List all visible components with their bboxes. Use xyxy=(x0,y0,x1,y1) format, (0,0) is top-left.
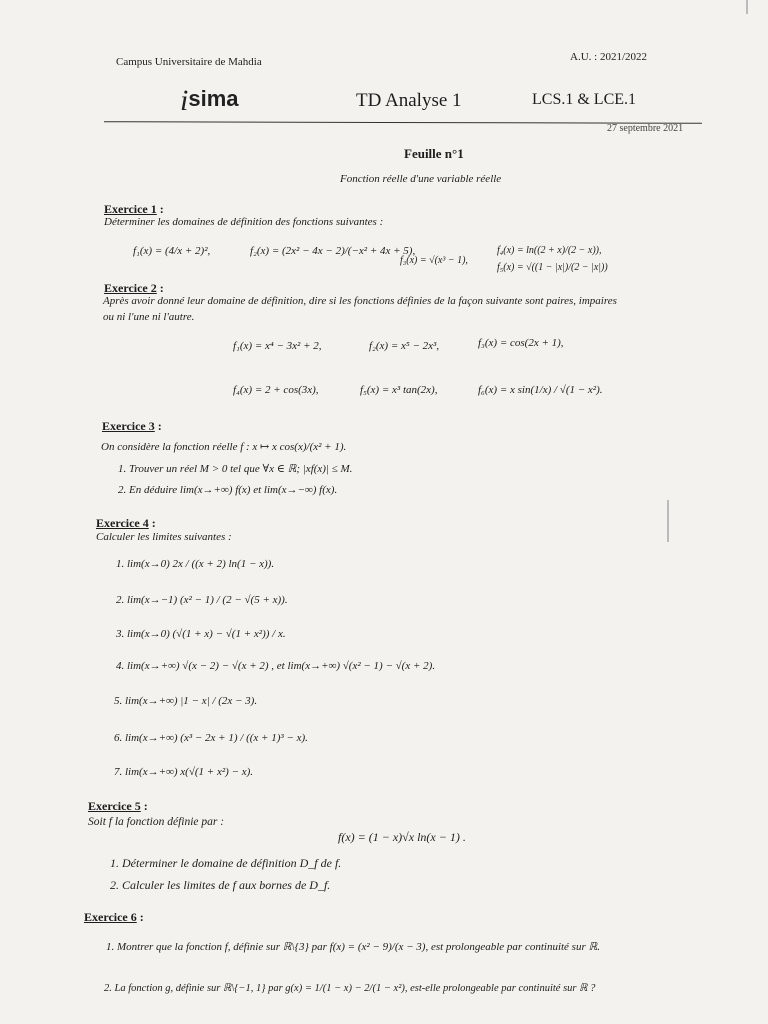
exercise-4-item-1: 1. lim(x→0) 2x / ((x + 2) ln(1 − x)). xyxy=(116,558,275,570)
academic-year: A.U. : 2021/2022 xyxy=(570,51,647,63)
exercise-5-item-1: 1. Déterminer le domaine de définition D_f de f. xyxy=(110,856,342,870)
exercise-3-statement: On considère la fonction réelle f : x ↦ x cos(x)/(x² + 1). xyxy=(101,441,347,453)
exercise-4-item-4: 4. lim(x→+∞) √(x − 2) − √(x + 2) , et lim(x→+∞) √(x² − 1) − √(x + 2). xyxy=(116,660,436,672)
exercise-2-f2: f₂(x) = x⁵ − 2x³, xyxy=(369,340,440,352)
exercise-1-f1: f₁(x) = (4/x + 2)², xyxy=(133,245,211,257)
exercise-2-f6: f₆(x) = x sin(1/x) / √(1 − x²). xyxy=(478,384,603,396)
sheet-date: 27 septembre 2021 xyxy=(607,123,684,134)
sima-logo xyxy=(180,80,239,117)
exercise-1-f3: f₃(x) = √(x³ − 1), xyxy=(400,255,468,266)
institution-name: Campus Universitaire de Mahdia xyxy=(116,56,262,68)
exercise-2-f1: f₁(x) = x⁴ − 3x² + 2, xyxy=(233,340,322,352)
exercise-5-formula: f(x) = (1 − x)√x ln(x − 1) . xyxy=(338,830,466,844)
exercise-2-f4: f₄(x) = 2 + cos(3x), xyxy=(233,384,319,396)
exercise-5-title: Exercice 5 : xyxy=(88,799,148,813)
exercise-1-f4: f₄(x) = ln((2 + x)/(2 − x)), xyxy=(497,245,602,256)
logo-text: sima xyxy=(188,86,239,111)
page-corner-mark xyxy=(746,0,748,14)
exercise-2-f5: f₅(x) = x³ tan(2x), xyxy=(360,384,438,396)
exercise-4-item-5: 5. lim(x→+∞) |1 − x| / (2x − 3). xyxy=(114,695,258,707)
exercise-1-f5: f₅(x) = √((1 − |x|)/(2 − |x|)) xyxy=(497,262,608,273)
exercise-2-title: Exercice 2 : xyxy=(104,281,164,295)
exercise-4-item-7: 7. lim(x→+∞) x(√(1 + x²) − x). xyxy=(114,766,254,778)
exercise-1-title: Exercice 1 : xyxy=(104,202,164,216)
exercise-4-item-6: 6. lim(x→+∞) (x³ − 2x + 1) / ((x + 1)³ − x). xyxy=(114,732,308,744)
exercise-4-statement: Calculer les limites suivantes : xyxy=(96,531,232,543)
class-names: LCS.1 & LCE.1 xyxy=(532,91,637,108)
exercise-4-item-2: 2. lim(x→−1) (x² − 1) / (2 − √(5 + x)). xyxy=(116,594,288,606)
exercise-2-statement-line-1: Après avoir donné leur domaine de définition, dire si les fonctions définies de la façon suivante sont paires, impaires xyxy=(103,295,617,307)
sheet-title: Feuille n°1 xyxy=(404,146,464,161)
exercise-5-item-2: 2. Calculer les limites de f aux bornes de D_f. xyxy=(110,878,331,892)
page-margin-mark xyxy=(667,500,669,542)
exercise-4-title: Exercice 4 : xyxy=(96,516,156,530)
exercise-3-title: Exercice 3 : xyxy=(102,419,162,433)
exercise-6-item-2: 2. La fonction g, définie sur ℝ\{−1, 1} par g(x) = 1/(1 − x) − 2/(1 − x²), est-elle prolongeable par continuité sur ℝ ? xyxy=(104,983,596,994)
exercise-2-statement-line-2: ou ni l'une ni l'autre. xyxy=(103,311,195,323)
exercise-3-item-2: 2. En déduire lim(x→+∞) f(x) et lim(x→−∞) f(x). xyxy=(118,484,338,496)
exercise-1-f2: f₂(x) = (2x² − 4x − 2)/(−x² + 4x + 5), xyxy=(250,245,416,257)
exercise-3-item-1: 1. Trouver un réel M > 0 tel que ∀x ∈ ℝ; |xf(x)| ≤ M. xyxy=(118,463,353,475)
exercise-2-f3: f₃(x) = cos(2x + 1), xyxy=(478,337,564,349)
exercise-6-item-1: 1. Montrer que la fonction f, définie sur ℝ\{3} par f(x) = (x² − 9)/(x − 3), est prolongeable par continuité sur ℝ. xyxy=(106,941,600,953)
exercise-6-title: Exercice 6 : xyxy=(84,910,144,924)
logo-letter: i xyxy=(180,84,189,117)
exercise-4-item-3: 3. lim(x→0) (√(1 + x) − √(1 + x²)) / x. xyxy=(116,628,286,640)
sheet-subtitle: Fonction réelle d'une variable réelle xyxy=(340,173,502,185)
exercise-1-statement: Déterminer les domaines de définition des fonctions suivantes : xyxy=(104,216,384,228)
exercise-5-statement: Soit f la fonction définie par : xyxy=(88,816,225,828)
course-title: TD Analyse 1 xyxy=(356,90,462,111)
